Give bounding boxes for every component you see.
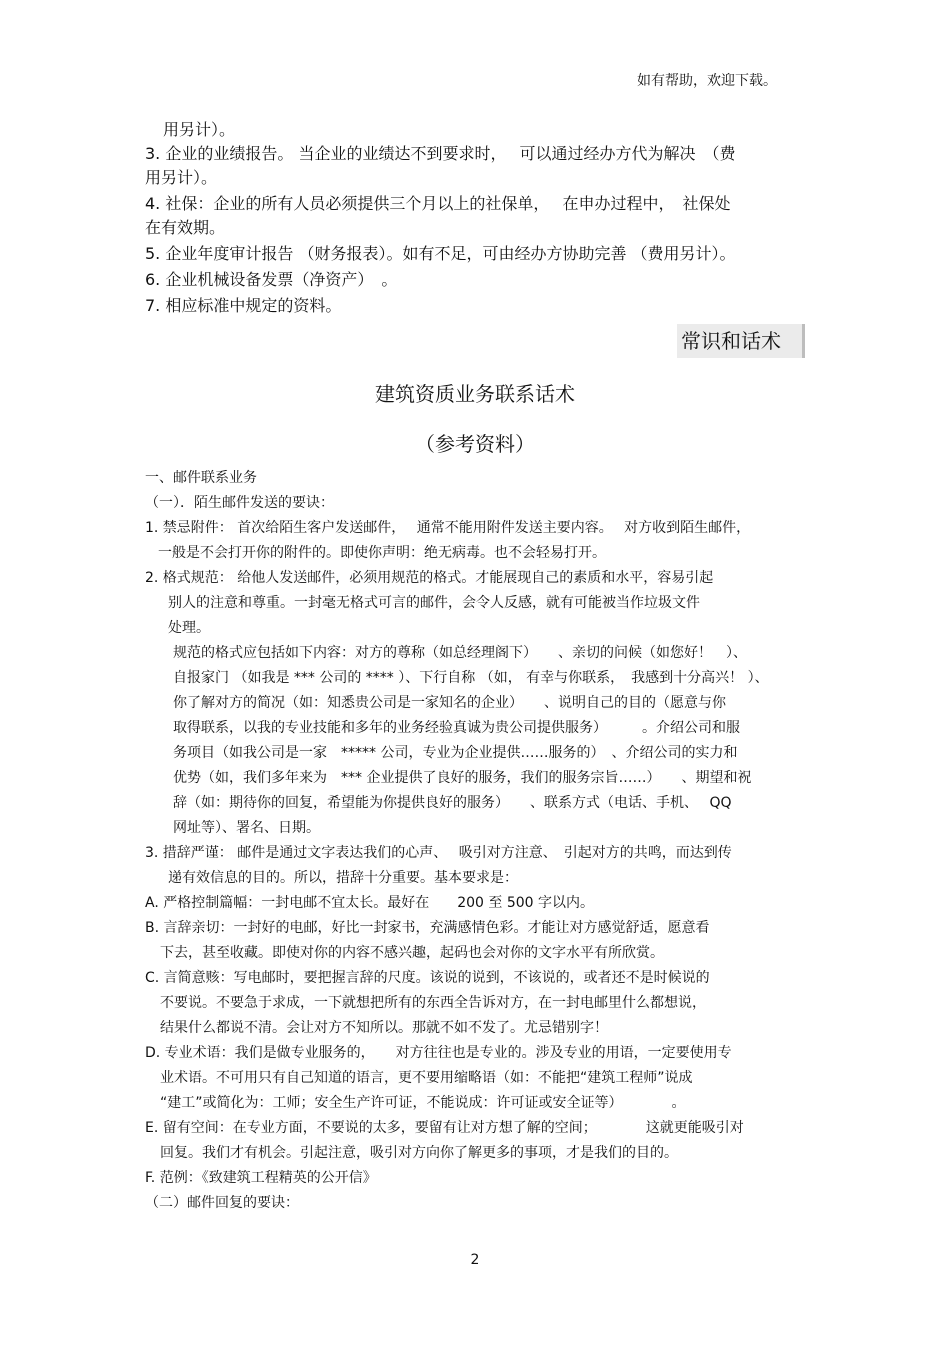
text-line: C. 言简意赅：写电邮时，要把握言辞的尺度。该说的说到，不该说的，或者还不是时候说的 [145,970,710,986]
text-line: 用另计）。 [163,120,236,139]
text-line: 自报家门 （如我是 *** 公司的 **** ）、下行自称 （如， 有幸与你联系， 我感到十分高兴！ ）、 [173,670,769,686]
text-line: 你了解对方的简况（如：知悉贵公司是一家知名的企业） 、说明自己的目的（愿意与你 [173,695,726,711]
text-line: 递有效信息的目的。所以，措辞十分重要。基本要求是： [168,870,518,886]
text-line: 在有效期。 [145,218,226,237]
text-line: 网址等）、署名、日期。 [173,820,320,836]
text-line: 一般是不会打开你的附件的。即使你声明：绝无病毒。也不会轻易打开。 [158,545,606,561]
text-line: 6. 企业机械设备发票（净资产） 。 [145,270,398,289]
text-line: 别人的注意和尊重。一封毫无格式可言的邮件，会令人反感，就有可能被当作垃圾文件 [168,595,700,611]
text-line: 3. 企业的业绩报告。 当企业的业绩达不到要求时， 可以通过经办方代为解决 （费 [145,144,736,163]
text-line: 用另计）。 [145,168,218,187]
text-line: 回复。我们才有机会。引起注意，吸引对方向你了解更多的事项，才是我们的目的。 [160,1145,678,1161]
text-line: 下去，甚至收藏。即使对你的内容不感兴趣，起码也会对你的文字水平有所欣赏。 [160,945,664,961]
text-line: 结果什么都说不清。会让对方不知所以。那就不如不发了。尤忌错别字！ [160,1020,608,1036]
text-line: 7. 相应标准中规定的资料。 [145,296,342,315]
text-line: 不要说。不要急于求成，一下就想把所有的东西全告诉对方，在一封电邮里什么都想说， [160,995,706,1011]
document-subtitle: （参考资料） [415,432,535,456]
text-line: 取得联系，以我的专业技能和多年的业务经验真诚为贵公司提供服务） 。介绍公司和服 [173,720,740,736]
text-line: 4. 社保：企业的所有人员必须提供三个月以上的社保单， 在申办过程中， 社保处 [145,194,731,213]
heading-2: （二）邮件回复的要诀： [145,1195,299,1211]
section-tag: 常识和话术 [677,324,805,358]
text-line: A. 严格控制篇幅：一封电邮不宜太长。最好在 200 至 500 字以内。 [145,895,595,911]
text-line: 规范的格式应包括如下内容：对方的尊称（如总经理阁下） 、亲切的问候（如您好！ ）、 [173,645,747,661]
text-line: 1. 禁忌附件： 首次给陌生客户发送邮件， 通常不能用附件发送主要内容。 对方收到陌生邮件， [145,520,751,536]
heading-1: 一、邮件联系业务 [145,470,257,486]
text-line: 2. 格式规范： 给他人发送邮件，必须用规范的格式。才能展现自己的素质和水平，容易引起 [145,570,714,586]
text-line: B. 言辞亲切：一封好的电邮，好比一封家书，充满感情色彩。才能让对方感觉舒适，愿意看 [145,920,710,936]
text-line: 5. 企业年度审计报告 （财务报表）。如有不足，可由经办方协助完善 （费用另计）。 [145,244,736,263]
text-line: 处理。 [168,620,210,636]
text-line: 优势（如，我们多年来为 *** 企业提供了良好的服务，我们的服务宗旨……） 、期望和祝 [173,770,752,786]
heading-2: （一）．陌生邮件发送的要诀： [145,495,334,511]
text-line: 业术语。不可用只有自己知道的语言，更不要用缩略语（如：不能把“建筑工程师”说成 [160,1070,693,1086]
text-line: F. 范例：《致建筑工程精英的公开信》 [145,1170,377,1186]
text-line: 务项目（如我公司是一家 ***** 公司，专业为企业提供……服务的） 、介绍公司的实力和 [173,745,738,761]
text-line: E. 留有空间：在专业方面，不要说的太多，要留有让对方想了解的空间； 这就更能吸引对 [145,1120,744,1136]
text-line: D. 专业术语：我们是做专业服务的， 对方往往也是专业的。涉及专业的用语，一定要使用专 [145,1045,732,1061]
text-line: “建工”或简化为：工师；安全生产许可证，不能说成：许可证或安全证等） 。 [160,1095,686,1111]
text-line: 3. 措辞严谨： 邮件是通过文字表达我们的心声、 吸引对方注意、 引起对方的共鸣，而达到传 [145,845,732,861]
header-note: 如有帮助，欢迎下载。 [637,73,777,89]
text-line: 辞（如：期待你的回复，希望能为你提供良好的服务） 、联系方式（电话、手机、 QQ [173,795,732,811]
page-number: 2 [470,1252,480,1268]
document-title: 建筑资质业务联系话术 [375,382,575,406]
